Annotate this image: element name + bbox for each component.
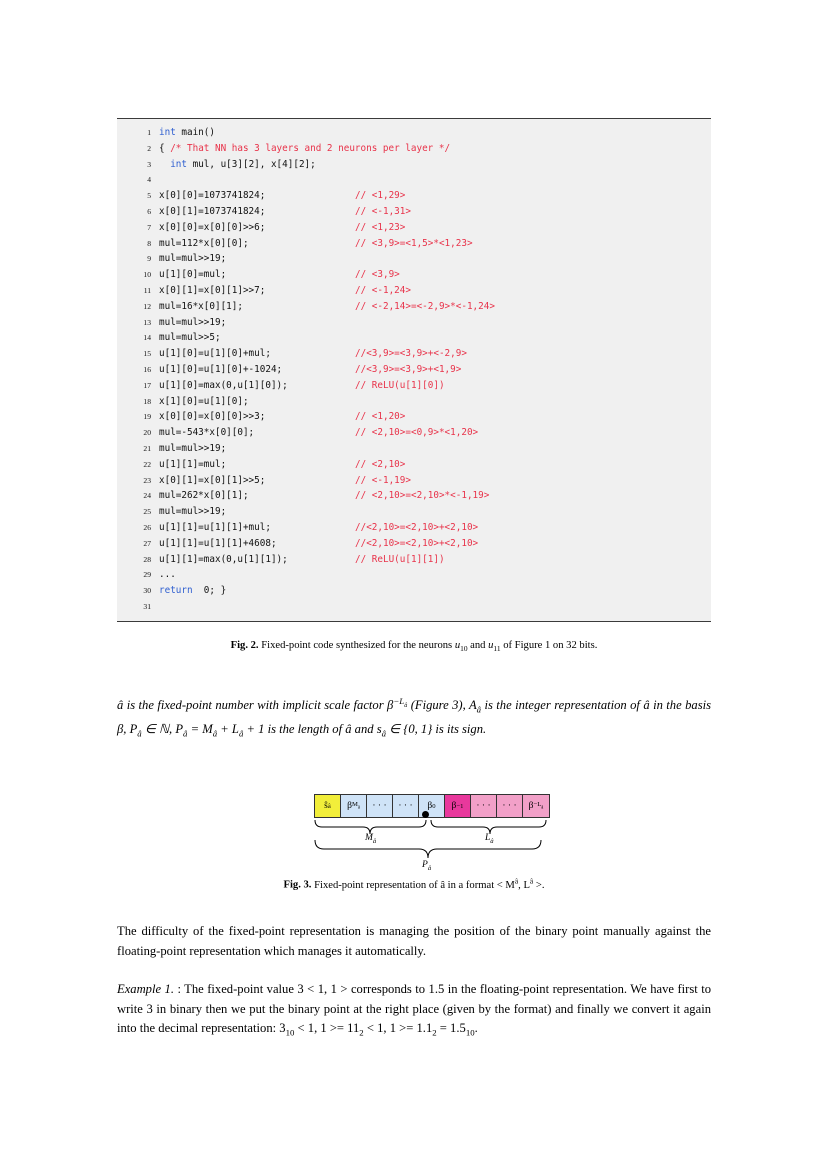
code-line-comment: // <2,10>=<0,9>*<1,20> bbox=[355, 427, 479, 439]
code-line-number: 20 bbox=[143, 428, 151, 438]
code-line-comment: //<3,9>=<3,9>+<-2,9> bbox=[355, 348, 467, 360]
code-line-number: 12 bbox=[143, 301, 151, 311]
code-line bbox=[117, 378, 711, 394]
fixed-point-bit-row bbox=[314, 794, 550, 818]
brace-total-label: $P_â$ bbox=[422, 860, 432, 872]
code-line-number: 29 bbox=[143, 570, 151, 580]
code-line-text: x[0][1]=x[0][1]>>5; bbox=[159, 474, 266, 486]
sign-bit-cell: ŝ â bbox=[315, 795, 341, 817]
beta-m-cell: β $M_â$ bbox=[341, 795, 367, 817]
code-line-number: 23 bbox=[143, 475, 151, 485]
code-line-text: x[0][1]=x[0][1]>>7; bbox=[159, 284, 266, 296]
code-line-comment: // <1,23> bbox=[355, 221, 406, 233]
code-line bbox=[117, 583, 711, 599]
code-line-text: mul=-543*x[0][0]; bbox=[159, 427, 255, 439]
code-line-comment: // <3,9>=<1,5>*<1,23> bbox=[355, 237, 473, 249]
code-line-comment: // <1,29> bbox=[355, 190, 406, 202]
code-line bbox=[117, 441, 711, 457]
code-line-text: mul=mul>>19; bbox=[159, 442, 227, 454]
code-listing-figure bbox=[117, 118, 711, 622]
code-line-text: int mul, u[3][2], x[4][2]; bbox=[170, 158, 316, 170]
code-line-text: u[1][1]=max(0,u[1][1]); bbox=[159, 553, 288, 565]
code-line-text: u[1][0]=u[1][0]+mul; bbox=[159, 348, 271, 360]
ellipsis-cell-2: · · · bbox=[393, 795, 419, 817]
code-line-text: mul=mul>>5; bbox=[159, 332, 221, 344]
code-line-number: 5 bbox=[147, 191, 151, 201]
code-line bbox=[117, 220, 711, 236]
code-line bbox=[117, 536, 711, 552]
code-line-text: mul=mul>>19; bbox=[159, 506, 227, 518]
code-line-text: mul=16*x[0][1]; bbox=[159, 300, 243, 312]
code-line-text: x[0][1]=1073741824; bbox=[159, 205, 266, 217]
code-line-number: 15 bbox=[143, 349, 151, 359]
figure-3-label: Fig. 3. bbox=[283, 879, 312, 891]
ellipsis-cell-4: · · · bbox=[497, 795, 523, 817]
figure-2-caption-text: Fixed-point code synthesized for the neurons $u_{10}$ and $u_{11}$ of Figure 1 on 32 bits. bbox=[261, 640, 598, 654]
code-line-text: x[1][0]=u[1][0]; bbox=[159, 395, 249, 407]
code-line-comment: //<2,10>=<2,10>+<2,10> bbox=[355, 521, 479, 533]
code-line-text: u[1][0]=max(0,u[1][0]); bbox=[159, 379, 288, 391]
code-line-text: x[0][0]=x[0][0]>>3; bbox=[159, 411, 266, 423]
figure-2-caption bbox=[117, 640, 711, 653]
code-line-number: 22 bbox=[143, 459, 151, 469]
code-line-text: mul=112*x[0][0]; bbox=[159, 237, 249, 249]
code-line bbox=[117, 188, 711, 204]
code-line-number: 30 bbox=[143, 586, 151, 596]
code-line-comment: // ReLU(u[1][0]) bbox=[355, 379, 445, 391]
difficulty-paragraph: The difficulty of the fixed-point representation is managing the position of the binary point manually against the floating-point representation which manages it automatically. bbox=[117, 924, 711, 958]
ellipsis-cell-3: · · · bbox=[471, 795, 497, 817]
code-line bbox=[117, 488, 711, 504]
code-line-text: { /* That NN has 3 layers and 2 neurons per layer */ bbox=[159, 142, 451, 154]
code-line-comment: // <2,10> bbox=[355, 458, 406, 470]
code-line bbox=[117, 315, 711, 331]
code-line-number: 14 bbox=[143, 333, 151, 343]
code-line-number: 19 bbox=[143, 412, 151, 422]
code-line bbox=[117, 567, 711, 583]
code-line-number: 27 bbox=[143, 538, 151, 548]
code-line-text: mul=mul>>19; bbox=[159, 316, 227, 328]
code-line-comment: //<2,10>=<2,10>+<2,10> bbox=[355, 537, 479, 549]
code-line-text: u[1][1]=mul; bbox=[159, 458, 227, 470]
code-line-text: u[1][0]=u[1][0]+-1024; bbox=[159, 363, 283, 375]
code-line-comment: // <-1,31> bbox=[355, 205, 411, 217]
code-line-number: 31 bbox=[143, 601, 151, 611]
beta-zero-cell: β 0 bbox=[419, 795, 445, 817]
code-line bbox=[117, 346, 711, 362]
code-line-number: 18 bbox=[143, 396, 151, 406]
code-line-number: 13 bbox=[143, 317, 151, 327]
code-line-text: mul=262*x[0][1]; bbox=[159, 490, 249, 502]
code-line-comment: // <2,10>=<2,10>*<-1,19> bbox=[355, 490, 490, 502]
code-line-comment: // <-1,24> bbox=[355, 284, 411, 296]
code-line-text: x[0][0]=1073741824; bbox=[159, 190, 266, 202]
code-line-number: 11 bbox=[143, 285, 151, 295]
ellipsis-cell-1: · · · bbox=[367, 795, 393, 817]
code-line bbox=[117, 552, 711, 568]
code-line bbox=[117, 267, 711, 283]
code-line-number: 28 bbox=[143, 554, 151, 564]
code-line-number: 10 bbox=[143, 270, 151, 280]
code-line-text: u[1][1]=u[1][1]+4608; bbox=[159, 537, 277, 549]
code-listing-lines bbox=[117, 125, 711, 615]
figure-3-diagram bbox=[117, 782, 711, 882]
figure-2-label: Fig. 2. bbox=[230, 640, 259, 651]
code-line bbox=[117, 504, 711, 520]
code-line-comment: //<3,9>=<3,9>+<1,9> bbox=[355, 363, 462, 375]
code-line-comment: // <-2,14>=<-2,9>*<-1,24> bbox=[355, 300, 495, 312]
code-line-number: 3 bbox=[147, 159, 151, 169]
code-line-text: u[1][1]=u[1][1]+mul; bbox=[159, 521, 271, 533]
code-line bbox=[117, 157, 711, 173]
definition-paragraph: â is the fixed-point number with implicit scale factor $\beta^{-L_â}$ (Figure 3), $A_â$ is the integer representation of â in the basis β, $P_â$ ∈ ℕ, $P_â = M_â + L_â + 1$ is the length of â and $s_â$ ∈ {0, 1} is its sign. bbox=[117, 696, 711, 739]
code-line-comment: // <-1,19> bbox=[355, 474, 411, 486]
code-line-number: 9 bbox=[147, 254, 151, 264]
brace-right-label: $L_â$ bbox=[485, 833, 494, 845]
code-line-text: u[1][0]=mul; bbox=[159, 269, 227, 281]
code-line-number: 24 bbox=[143, 491, 151, 501]
code-line-text: mul=mul>>19; bbox=[159, 253, 227, 265]
binary-point-dot bbox=[422, 811, 429, 818]
brace-left-label: $M_â$ bbox=[365, 833, 377, 845]
code-line bbox=[117, 251, 711, 267]
figure-3-caption-text: Fixed-point representation of â in a format < $M^â$, $L^â$ >. bbox=[314, 876, 545, 891]
example-paragraph: Example 1. : The fixed-point value 3 < 1, 1 > corresponds to 1.5 in the floating-point representation. We have first to write 3 in binary then we put the binary point at the right place (given by the format) and finally we convert it again into the decimal representation: $3_{10} < 1$, $1 >= 11_2 < 1$, $1 >= 1.1_2 = 1.5_{10}$. bbox=[117, 982, 712, 1038]
code-line-number: 6 bbox=[147, 206, 151, 216]
code-line-text: x[0][0]=x[0][0]>>6; bbox=[159, 221, 266, 233]
code-line-number: 25 bbox=[143, 507, 151, 517]
code-line bbox=[117, 362, 711, 378]
code-line bbox=[117, 473, 711, 489]
code-line-number: 21 bbox=[143, 443, 151, 453]
code-line bbox=[117, 599, 711, 615]
code-line-number: 26 bbox=[143, 522, 151, 532]
code-line-number: 1 bbox=[147, 128, 151, 137]
code-line-comment: // <1,20> bbox=[355, 411, 406, 423]
code-line-number: 4 bbox=[147, 175, 151, 185]
code-line bbox=[117, 394, 711, 410]
code-line bbox=[117, 172, 711, 188]
code-line bbox=[117, 409, 711, 425]
code-line bbox=[117, 457, 711, 473]
code-line-comment: // ReLU(u[1][1]) bbox=[355, 553, 445, 565]
code-line bbox=[117, 330, 711, 346]
figure-3-caption bbox=[117, 876, 711, 891]
code-line bbox=[117, 299, 711, 315]
code-line-number: 16 bbox=[143, 364, 151, 374]
code-line bbox=[117, 236, 711, 252]
code-line bbox=[117, 125, 711, 141]
code-line-number: 2 bbox=[147, 143, 151, 153]
code-line bbox=[117, 425, 711, 441]
code-line bbox=[117, 520, 711, 536]
beta-minus-one-cell: β −1 bbox=[445, 795, 471, 817]
code-line-text: return 0; } bbox=[159, 585, 227, 597]
beta-minus-l-cell: β $-L_â$ bbox=[523, 795, 549, 817]
code-line-number: 17 bbox=[143, 380, 151, 390]
code-line bbox=[117, 283, 711, 299]
code-line-comment: // <3,9> bbox=[355, 269, 400, 281]
code-line-text: int main() bbox=[159, 127, 215, 138]
code-line-number: 7 bbox=[147, 222, 151, 232]
code-line-number: 8 bbox=[147, 238, 151, 248]
code-line-text: ... bbox=[159, 569, 176, 581]
code-line bbox=[117, 141, 711, 157]
brace-svg bbox=[311, 818, 641, 868]
code-line bbox=[117, 204, 711, 220]
